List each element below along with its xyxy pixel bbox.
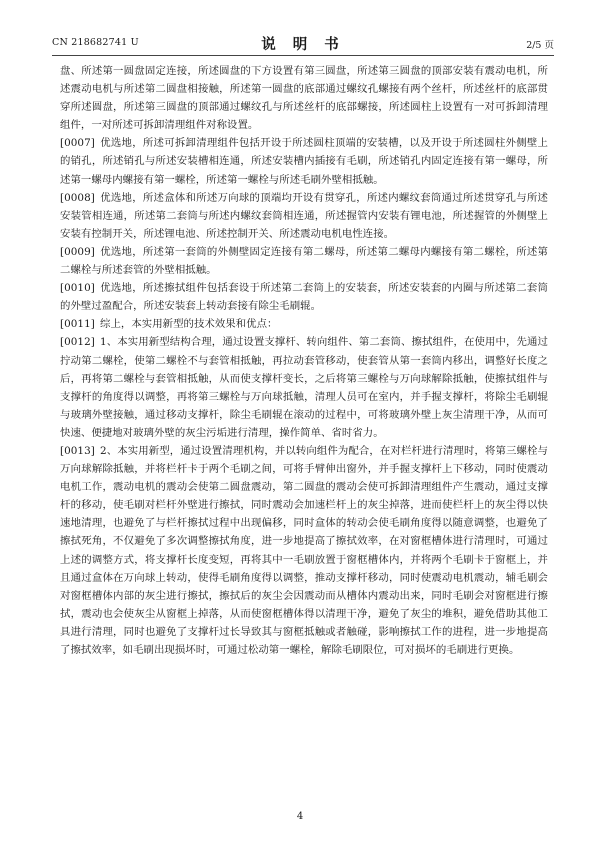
paragraph-0009 [60, 243, 548, 279]
paragraph-number: [0010] [60, 282, 95, 295]
paragraph-text: 优选地，所述擦拭组件包括套设于所述第二套筒上的安装套，所述安装套的内圈与所述第二套筒的外壁过盈配合，所述安装套上转动套接有除尘毛刷辊。 [60, 282, 548, 313]
paragraph-number: [0008] [60, 191, 95, 204]
document-body [60, 62, 548, 659]
patent-number: CN 218682741 U [52, 37, 139, 48]
paragraph-number: [0013] [60, 444, 95, 457]
page-header [52, 33, 554, 56]
paragraph-text: 盘、所述第一圆盘固定连接，所述圆盘的下方设置有第三圆盘，所述第三圆盘的顶部安装有震动电机，所述震动电机与所述第二圆盘相接触，所述第一圆盘的底部通过螺纹孔螺接有两个丝杆，所述丝杆的底部贯穿所述圆盘，所述第三圆盘的顶部通过螺纹孔与所述丝杆的底部螺接，所述圆柱上设置有一对可拆卸清理组件，一对所述可拆卸清理组件对称设置。 [60, 65, 548, 132]
paragraph-text: 1、本实用新型结构合理，通过设置支撑杆、转向组件、第二套筒、擦拭组件，在使用中，先通过拧动第二螺栓，使第二螺栓不与套管相抵触，再拉动套管移动，使套管从第一套筒内移出，调整好长度之后，再将第二螺栓与套管相抵触，从而使支撑杆变长，之后将第三螺栓与万向球解除抵触，使擦拭组件与支撑杆的角度得以调整，再将第三螺栓与万向球抵触，清理人员可在室内，并手握支撑杆，将除尘毛刷辊与玻璃外壁接触，通过移动支撑杆，除尘毛刷辊在滚动的过程中，可将玻璃外壁上灰尘清理干净，从而可快速、便捷地对玻璃外壁的灰尘污垢进行清理，操作简单、省时省力。 [60, 336, 548, 439]
paragraph-text: 优选地，所述可拆卸清理组件包括开设于所述圆柱顶端的安装槽，以及开设于所述圆柱外侧壁上的销孔，所述销孔与所述安装槽相连通，所述安装槽内插接有毛刷，所述销孔内固定连接有第一螺母，所述第一螺母内螺接有第一螺栓，所述第一螺栓与所述毛刷外壁相抵触。 [60, 137, 548, 186]
paragraph-number: [0007] [60, 137, 95, 150]
paragraph-continuation [60, 62, 548, 134]
paragraph-0011 [60, 315, 548, 333]
paragraph-0010 [60, 279, 548, 315]
page-number: 4 [296, 811, 304, 822]
page-fraction: 2/5 页 [526, 40, 554, 51]
paragraph-number: [0012] [60, 336, 95, 349]
paragraph-number: [0011] [60, 318, 95, 331]
page-title: 说 明 书 [261, 37, 345, 53]
paragraph-text: 2、本实用新型，通过设置清理机构，并以转向组件为配合，在对栏杆进行清理时，将第三螺栓与万向球解除抵触，并将栏杆卡于两个毛刷之间，可将手臂伸出窗外，并手握支撑杆上下移动，同时使震动电机工作，震动电机的震动会使第二圆盘震动，第二圆盘的震动会使可拆卸清理组件产生震动，通过支撑杆的移动，使毛刷对栏杆外壁进行擦拭，同时震动会加速栏杆上的灰尘掉落，进而使栏杆上的灰尘得以快速地清理，也避免了与栏杆擦拭过程中出现偏移，同时盒体的转动会使毛刷角度得以随意调整，也避免了擦拭死角，不仅避免了多次调整擦拭角度，进一步地提高了擦拭效率，在对窗框槽体进行清理时，可通过上述的调整方式，将支撑杆长度变短，再将其中一毛刷放置于窗框槽体内，并将两个毛刷卡于窗框上，并且通过盒体在万向球上转动，使得毛刷角度得以调整，推动支撑杆移动，同时使震动电机震动，辅毛刷会对窗框槽体内部的灰尘进行擦拭，擦拭后的灰尘会因震动而从槽体内震动出来，同时毛刷会对窗框进行擦拭，震动也会使灰尘从窗框上掉落，从而使窗框槽体得以清理干净，避免了灰尘的堆积，避免借助其他工具进行清理，同时也避免了支撑杆过长导致其与窗框抵触或者触碰，影响擦拭工作的进程，进一步地提高了擦拭效率，如毛刷出现损坏时，可通过松动第一螺栓，解除毛刷限位，可对损坏的毛刷进行更换。 [60, 444, 548, 656]
paragraph-text: 优选地，所述第一套筒的外侧壁固定连接有第二螺母，所述第二螺母内螺接有第二螺栓，所述第二螺栓与所述套管的外壁相抵触。 [60, 245, 548, 277]
paragraph-0008 [60, 189, 548, 243]
paragraph-0012 [60, 333, 548, 442]
paragraph-0013 [60, 442, 548, 659]
paragraph-text: 综上，本实用新型的技术效果和优点： [100, 318, 278, 331]
paragraph-0007 [60, 134, 548, 188]
paragraph-number: [0009] [60, 245, 95, 258]
paragraph-text: 优选地，所述盒体和所述万向球的顶端均开设有贯穿孔，所述内螺纹套筒通过所述贯穿孔与所述安装管相连通，所述第二套筒与所述内螺纹套筒相连通，所述握管内安装有锂电池，所述握管的外侧壁上安装有控制开关，所述锂电池、所述控制开关、所述震动电机电性连接。 [60, 191, 548, 240]
